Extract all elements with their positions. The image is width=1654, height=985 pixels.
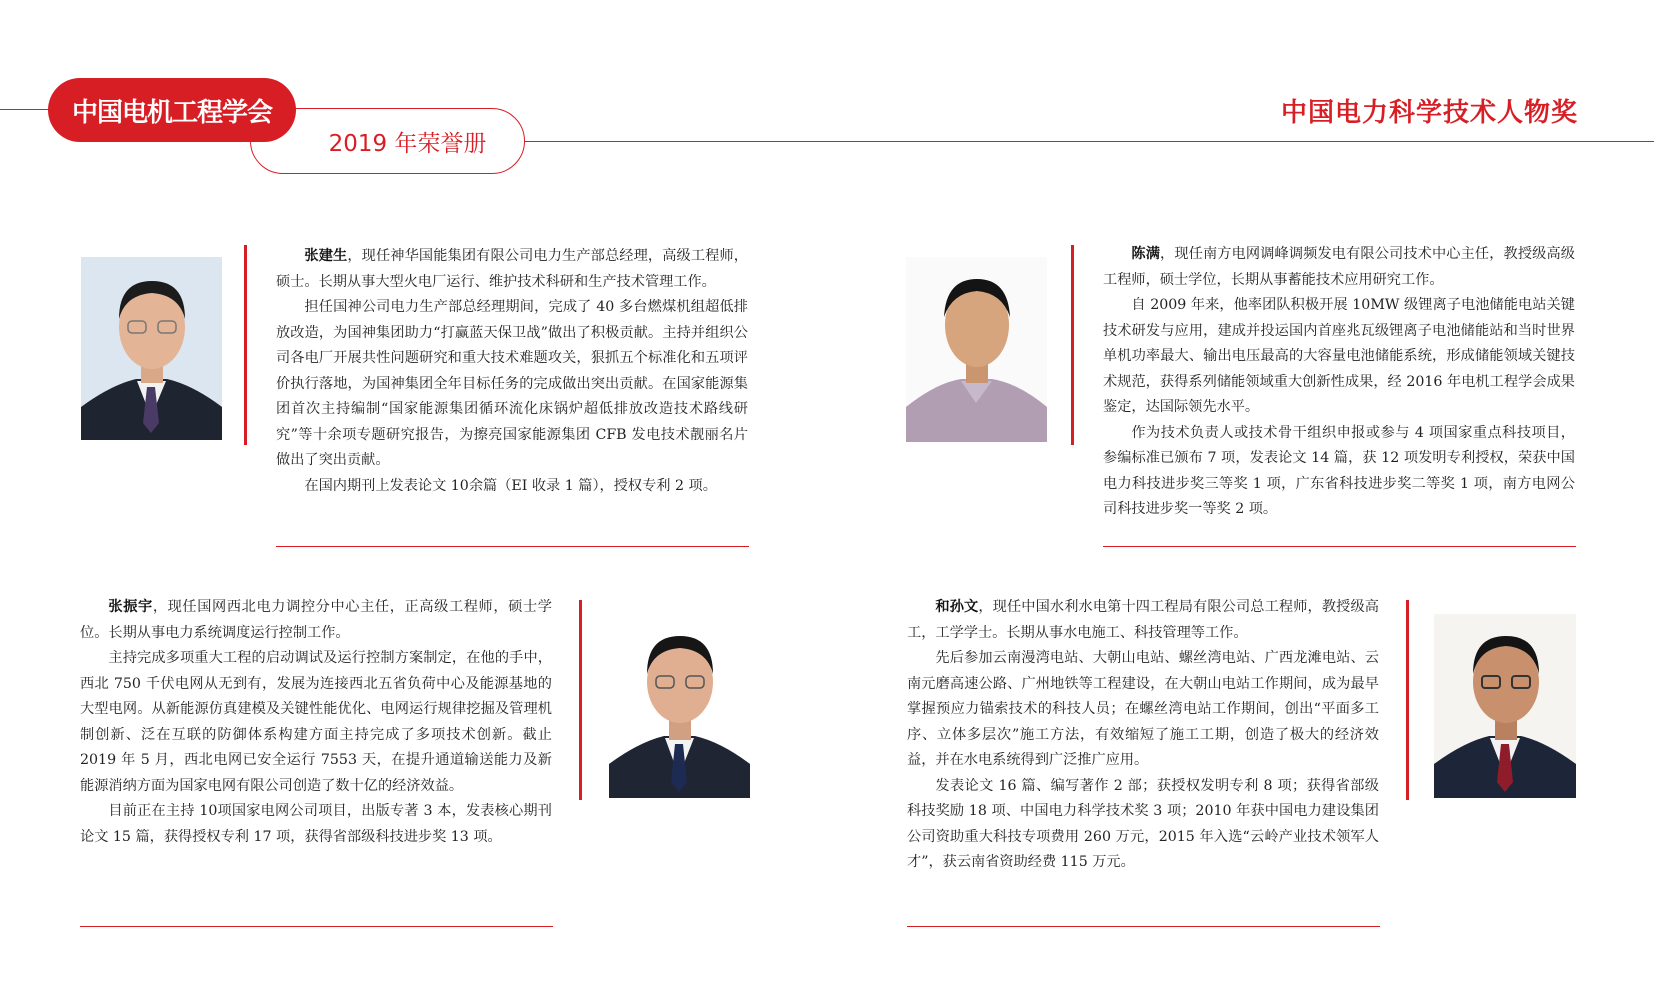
person-intro: ，现任南方电网调峰调频发电有限公司技术中心主任，教授级高级工程师，硕士学位，长期从事蓄能技术应用研究工作。 [1103,246,1575,288]
bio-paragraph: 先后参加云南漫湾电站、大朝山电站、螺丝湾电站、广西龙滩电站、云南元磨高速公路、广州地铁等工程建设，在大朝山电站工作期间，成为最早掌握预应力锚索技术的科技人员；在螺丝湾电站工作期间，创出“平面多工序、立体多层次”施工方法，有效缩短了施工工期，创造了极大的经济效益，并在水电系统得到广泛推广应用。 [907,650,1379,768]
bio-paragraph: 在国内期刊上发表论文 10余篇（EI 收录 1 篇），授权专利 2 项。 [304,477,717,494]
bio-paragraph: 主持完成多项重大工程的启动调试及运行控制方案制定，在他的手中，西北 750 千伏电网从无到有，发展为连接西北五省负荷中心及能源基地的大型电网。从新能源仿真建模及关键性能优化、电网运行规律挖掘及管理机制创新、泛在互联的防御体系构建方面主持完成了多项技术创新。截止 2019 年 5 月，西北电网已安全运行 7553 天，在提升通道输送能力及新能源消纳方面为国家电网有限公司创造了数十亿的经济效益。 [80,650,552,794]
bio-paragraph: 自 2009 年来，他率团队积极开展 10MW 级锂离子电池储能电站关键技术研发与应用，建成并投运国内首座兆瓦级锂离子电池储能站和当时世界单机功率最大、输出电压最高的大容量电池储能系统，形成储能领域关键技术规范，获得系列储能领域重大创新性成果，经 2016 年电机工程学会成果鉴定，达国际领先水平。 [1103,297,1575,415]
accent-bar [1071,245,1074,445]
person-intro: ，现任神华国能集团有限公司电力生产部总经理，高级工程师，硕士。长期从事大型火电厂运行、维护技术科研和生产技术管理工作。 [276,248,748,290]
section-divider [276,546,749,547]
bio-paragraph: 发表论文 16 篇、编写著作 2 部；获授权发明专利 8 项；获得省部级科技奖励 18 项、中国电力科学技术奖 3 项；2010 年获中国电力建设集团公司资助重大科技专项费用 260 万元，2015 年入选“云岭产业技术领军人才”，获云南省资助经费 115 万元。 [907,777,1379,870]
bio-paragraph: 目前正在主持 10项国家电网公司项目，出版专著 3 本，发表核心期刊论文 15 篇，获得授权专利 17 项，获得省部级科技进步奖 13 项。 [80,803,552,845]
accent-bar [1406,600,1409,800]
person-name: 张振宇 [108,599,153,615]
person-intro: ，现任国网西北电力调控分中心主任，正高级工程师，硕士学位。长期从事电力系统调度运行控制工作。 [80,599,552,641]
society-name: 中国电机工程学会 [71,97,272,128]
award-title: 中国电力科学技术人物奖 [1280,98,1578,128]
person-name: 和孙文 [935,599,979,615]
bio-zhang-jiansheng [276,244,748,499]
portrait-chen-man [906,257,1047,442]
bio-chen-man [1103,242,1575,523]
society-badge [48,78,296,142]
person-name: 陈满 [1131,246,1161,262]
header-line-right [523,141,1654,142]
bio-paragraph: 担任国神公司电力生产部总经理期间，完成了 40 多台燃煤机组超低排放改造，为国神集团助力“打赢蓝天保卫战”做出了积极贡献。主持并组织公司各电厂开展共性问题研究和重大技术难题攻关，狠抓五个标准化和五项评价执行落地，为国神集团全年目标任务的完成做出突出贡献。在国家能源集团首次主持编制“国家能源集团循环流化床锅炉超低排放改造技术路线研究”等十余项专题研究报告，为擦亮国家能源集团 CFB 发电技术靓丽名片做出了突出贡献。 [276,299,748,468]
portrait-zhang-zhenyu [609,614,750,798]
portrait-he-sunwen [1434,614,1576,798]
bio-zhang-zhenyu [80,595,552,850]
person-intro: ，现任中国水利水电第十四工程局有限公司总工程师，教授级高工，工学学士。长期从事水电施工、科技管理等工作。 [907,599,1379,641]
bio-he-sunwen [907,595,1379,876]
accent-bar [244,245,247,445]
section-divider [80,926,553,927]
person-name: 张建生 [304,248,348,264]
section-divider [1103,546,1576,547]
portrait-zhang-jiansheng [81,257,222,440]
book-title: 2019 年荣誉册 [328,130,487,157]
accent-bar [579,600,582,800]
bio-paragraph: 作为技术负责人或技术骨干组织申报或参与 4 项国家重点科技项目，参编标准已颁布 7 项，发表论文 14 篇，获 12 项发明专利授权，荣获中国电力科技进步奖三等奖 1 项，广东省科技进步奖二等奖 1 项，南方电网公司科技进步奖一等奖 2 项。 [1103,424,1575,517]
section-divider [907,926,1380,927]
